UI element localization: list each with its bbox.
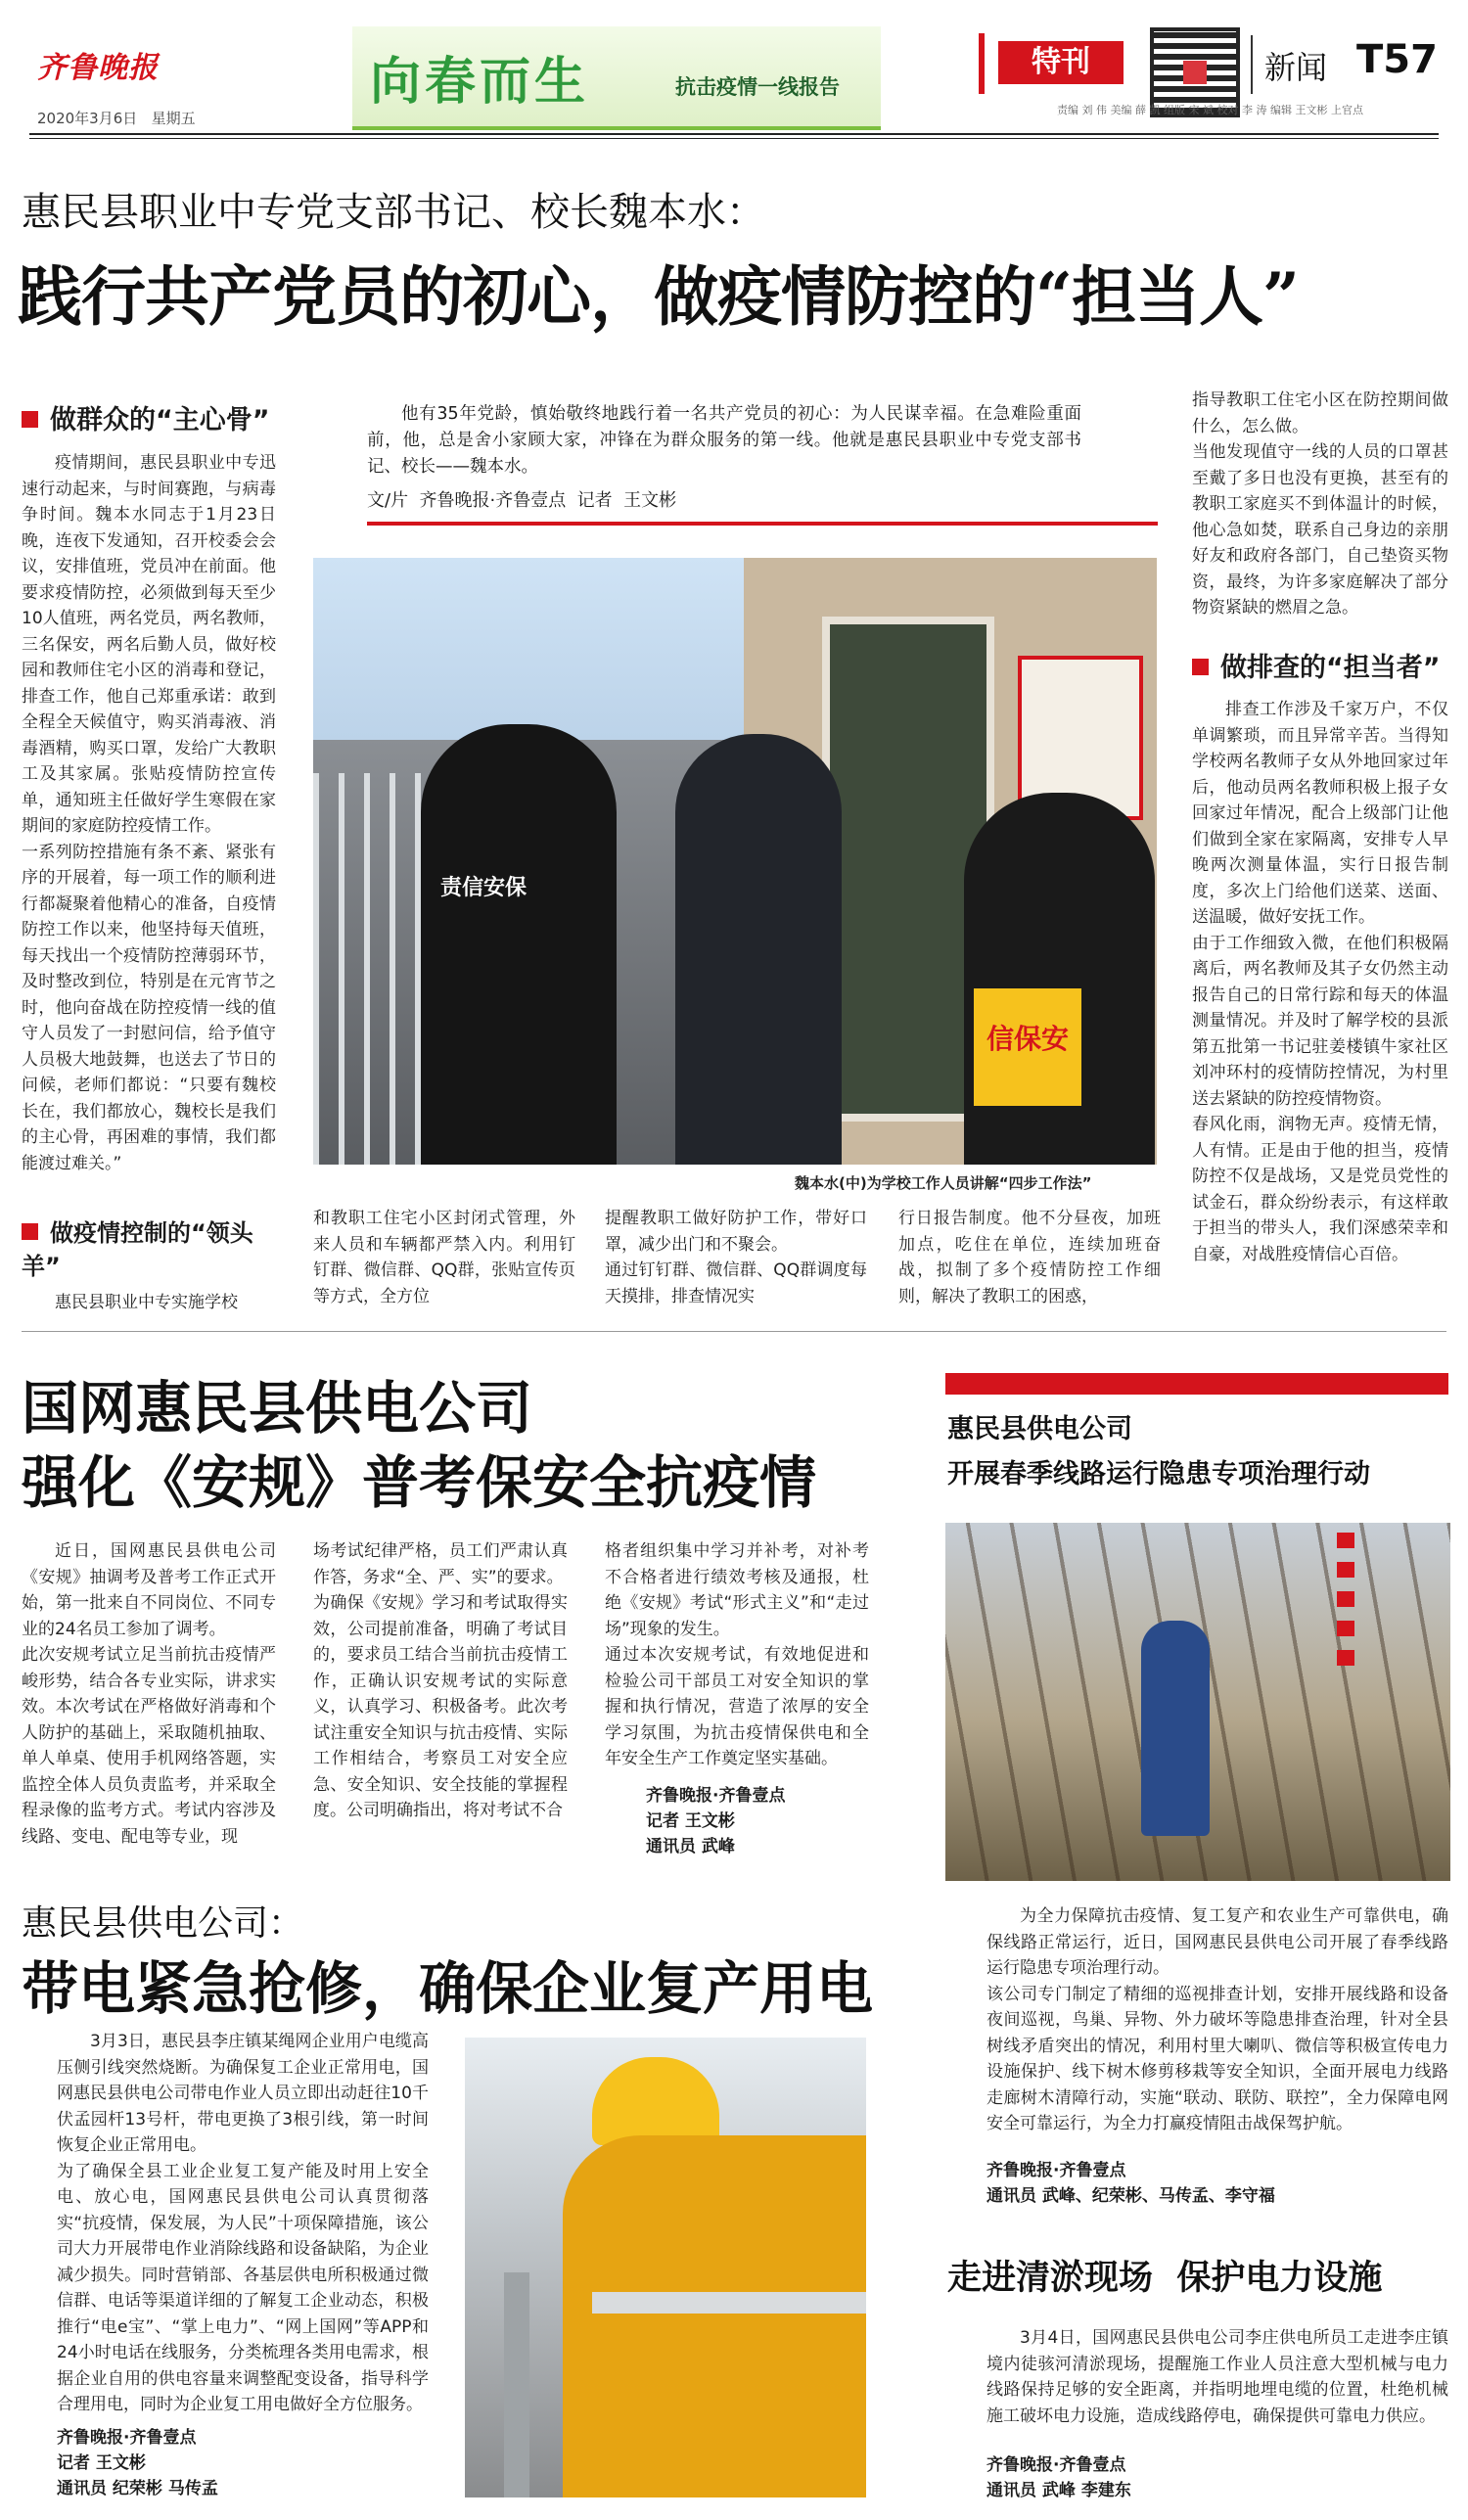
paper-logo: 齐鲁晚报 [37,51,159,85]
guard-right [964,793,1155,1165]
utility-pole [504,2272,529,2497]
article1-right-bottom: 排查工作涉及千家万户，不仅单调繁琐，而且异常辛苦。当得知学校两名教师子女从外地回家过年后，他动员两名教师积极上报子女回家过年情况，配合上级部门让他们做到全家在家隔离，安排专人早晚两次测量体温，实行日报告制度，多次上门给他们送菜、送面、送温暖，做好安抚工作。 由于工作细致入微，在他们积极隔离后，两名教师及其子女仍然主动报告自己的日常行踪和每天的体温测量情况。并及时了解学校的县派第五批第一书记驻姜楼镇牛家社区刘冲环村的疫情防控情况，为村里送去紧缺的防控疫情物资。 春风化雨，润物无声。疫情无情，人有情。正是由于他的担当，疫情防控不仅是战场，又是党员党性的试金石，群众纷纷表示，有这样敢于担当的带头人，我们深感荣幸和自豪，对战胜疫情信心百倍。 [1192,700,1448,1264]
article3-headline: 开展春季线路运行隐患专项治理行动 [947,1459,1370,1489]
article2-col3: 格者组织集中学习并补考，对补考不合格者进行绩效考核及通报，杜绝《安规》考试“形式主义”和“走过场”现象的发生。 通过本次安规考试，有效地促进和检验公司干部员工对安全知识的掌握和执行情况，营造了浓厚的安全学习氛围，为抗击疫情保供电和全年安全生产工作奠定坚实基础。 [605,1541,869,1768]
gate-bars [313,773,431,1165]
worker-body [563,2135,866,2497]
article3-kicker: 惠民县供电公司 [947,1414,1132,1444]
article1-right-top: 指导教职工住宅小区在防控期间做什么，怎么做。 当他发现值守一线的人员的口罩甚至戴了多日也没有更换，甚至有的教职工家庭买不到体温计的时候，他心急如焚，联系自己身边的亲朋好友和政府各部门，自己垫资买物资，最终，为许多家庭解决了部分物资紧缺的燃眉之急。 [1192,390,1448,618]
vest-text: 责信安保 [440,876,528,900]
masthead-rule [29,133,1439,135]
article1-sub2-text: 做疫情控制的“领头羊” [22,1219,253,1280]
article3-body: 为全力保障抗击疫情、复工复产和农业生产可靠供电，确保线路正常运行，近日，国网惠民县供电公司开展了春季线路运行隐患专项治理行动。 该公司专门制定了精细的巡视排查计划，安排开展线路和设备夜间巡视，鸟巢、异物、外力破坏等隐患排查治理，针对全县树线矛盾突出的情况，利用村里大喇叭、微信等积极宣传电力设施保护、线下树木修剪移栽等安全知识，全面开展电力线路走廊树木清障行动，实施“联动、联防、联控”，全力保障电网安全可靠运行，为全力打赢疫情阻击战保驾护航。 [986,1906,1448,2133]
editor-line: 责编 刘 伟 美编 薛 凯 组版 宋 斌 校对 李 涛 编辑 王文彬 上官点 [1057,104,1363,116]
article1-headline: 践行共产党员的初心，做疫情防控的“担当人” [18,258,1299,335]
article5-headline: 走进清淤现场 保护电力设施 [947,2259,1383,2298]
red-square-icon [22,1223,38,1240]
article1-lead: 他有35年党龄，慎始敬终地践行着一名共产党员的初心：为人民谋幸福。在急难险重面前，他，总是舍小家顾大家，冲锋在为群众服务的第一线。他就是惠民县职业中专党支部书记、校长——魏本水。 [367,404,1081,477]
banner-subtitle: 抗击疫情一线报告 [675,75,840,99]
reflective-stripe [592,2292,866,2314]
worker-figure [1141,1621,1210,1836]
article1-sub3-text: 做排查的“担当者” [1220,653,1441,683]
article2-headline-2: 强化《安规》普考保安全抗疫情 [22,1449,817,1516]
section-name: 新闻 [1264,49,1328,86]
article2-col1: 近日，国网惠民县供电公司《安规》抽调考及普考工作正式开始，第一批来自不同岗位、不同专业的24名员工参加了调考。 此次安规考试立足当前抗击疫情严峻形势，结合各专业实际，讲求实效。本次考试在严格做好消毒和个人防护的基础上，采取随机抽取、单人单桌、使用手机网络答题，实监控全体人员负责监考，并采取全程录像的监考方式。考试内容涉及线路、变电、配电等专业，现 [22,1541,276,1847]
date-text: 2020年3月6日 [37,110,138,127]
masthead-rule-thin [29,138,1439,139]
article1-sub3 [1192,651,1441,686]
person-center [675,734,842,1165]
article2-byline: 齐鲁晚报·齐鲁壹点 记者 王文彬 通讯员 武峰 [646,1786,786,1856]
article4-byline: 齐鲁晚报·齐鲁壹点 记者 王文彬 通讯员 纪荣彬 马传孟 [57,2428,218,2498]
article1-col1: 疫情期间，惠民县职业中专迅速行动起来，与时间赛跑，与病毒争时间。魏本水同志于1月23日晚，连夜下发通知，召开校委会会议，安排值班，党员冲在前面。他要求疫情防控，必须做到每天至少10人值班，两名党员，两名教师，三名保安，两名后勤人员，做好校园和教师住宅小区的消毒和登记，排查工作，他自己郑重承诺：敢到全程全天候值守，购买消毒液、消毒酒精，购买口罩，发给广大教职工及其家属。张贴疫情防控宣传单，通知班主任做好学生寒假在家期间的家庭防控疫情工作。 一系列防控措施有条不紊、紧张有序的开展着，每一项工作的顺利进行都凝聚着他精心的准备，自疫情防控工作以来，他坚持每天值班，每天找出一个疫情防控薄弱环节，及时整改到位，特别是在元宵节之时，他向奋战在防控疫情一线的值守人员发了一封慰问信，给予值守人员极大地鼓舞，也送去了节日的问候，老师们都说：“只要有魏校长在，我们都放心，魏校长是我们的主心骨，再困难的事情，我们都能渡过难关。” [22,453,276,1173]
article1-col4: 行日报告制度。他不分昼夜，加班加点，吃住在单位，连续加班奋战，拟制了多个疫情防控工作细则，解决了教职工的困惑， [898,1209,1161,1306]
article1-sub1 [22,403,270,438]
guard-left [421,724,617,1165]
article1-lead-rule [367,522,1158,526]
qr-center-logo [1183,61,1207,84]
special-label: 特刊 [998,41,1124,84]
article3-photo [945,1523,1450,1881]
page-number: T57 [1356,37,1438,82]
article4-kicker: 惠民县供电公司： [22,1903,304,1944]
article4-headline: 带电紧急抢修，确保企业复产用电 [22,1955,874,2022]
banner-title: 向春而生 [370,52,590,112]
article3-top-rule [945,1373,1448,1395]
red-lanterns [1337,1533,1354,1670]
article5-body: 3月4日，国网惠民县供电公司李庄供电所员工走进李庄镇境内徒骇河清淤现场，提醒施工作业人员注意大型机械与电力线路保持足够的安全距离，并指明地埋电缆的位置，杜绝机械施工破坏电力设施，造成线路停电，确保提供可靠电力供应。 [986,2328,1448,2426]
worker-helmet [592,2057,719,2145]
article2-col2: 场考试纪律严格，员工们严肃认真作答，务求“全、严、实”的要求。 为确保《安规》学习和考试取得实效，公司提前准备，明确了考试目的，要求员工结合当前抗击疫情工作，正确认识安规考试的实际意义，认真学习、积极备考。此次考试注重安全知识与抗击疫情、实际工作相结合，考察员工对安全应急、安全知识、安全技能的掌握程度。公司明确指出，将对考试不合 [313,1541,568,1820]
article1-sub2 [22,1216,286,1283]
article3-byline: 齐鲁晚报·齐鲁壹点 通讯员 武峰、纪荣彬、马传孟、李守福 [986,2161,1275,2206]
article1-kicker: 惠民县职业中专党支部书记、校长魏本水： [22,190,765,235]
article2-headline-1: 国网惠民县供电公司 [22,1375,533,1442]
article1-col3: 提醒教职工做好防护工作，带好口罩，减少出门和不聚会。 通过钉钉群、微信群、QQ群调度每天摸排，排查情况实 [605,1209,867,1306]
red-square-icon [22,411,38,428]
special-badge [979,33,1129,94]
banner [352,26,881,130]
article1-photo-caption: 魏本水(中)为学校工作人员讲解“四步工作法” [795,1174,1092,1192]
issue-date [37,108,196,128]
article4-photo [465,2038,866,2497]
section-rule [22,1331,1446,1332]
article1-sub1-text: 做群众的“主心骨” [50,405,270,435]
red-square-icon [1192,659,1209,675]
section-divider [1251,35,1253,94]
weekday-text: 星期五 [151,110,196,127]
article1-byline: 文/片 齐鲁晚报·齐鲁壹点 记者 王文彬 [367,490,677,511]
article1-col2: 和教职工住宅小区封闭式管理，外来人员和车辆都严禁入内。利用钉钉群、微信群、QQ群，张贴宣传页等方式，全方位 [313,1209,575,1306]
article4-body: 3月3日，惠民县李庄镇某绳网企业用户电缆高压侧引线突然烧断。为确保复工企业正常用电，国网惠民县供电公司带电作业人员立即出动赶往10千伏孟园杆13号杆，带电更换了3根引线，第一时间恢复企业正常用电。 为了确保全县工业企业复工复产能及时用上安全电、放心电，国网惠民县供电公司认真贯彻落实“抗疫情，保发展，为人民”十项保障措施，该公司大力开展带电作业消除线路和设备缺陷，为企业减少损失。同时营销部、各基层供电所积极通过微信群、电话等渠道详细的了解复工企业动态，积极推行“电e宝”、“掌上电力”、“网上国网”等APP和24小时电话在线服务，分类梳理各类用电需求，根据企业自用的供电容量来调整配变设备，指导科学合理用电，同时为企业复工用电做好全方位服务。 [57,2032,429,2414]
vest-text-2: 信保安 [974,988,1081,1106]
article1-photo [313,558,1157,1165]
article1-col1b: 惠民县职业中专实施学校 [55,1293,238,1312]
article5-byline: 齐鲁晚报·齐鲁壹点 通讯员 武峰 李建东 [986,2455,1131,2500]
